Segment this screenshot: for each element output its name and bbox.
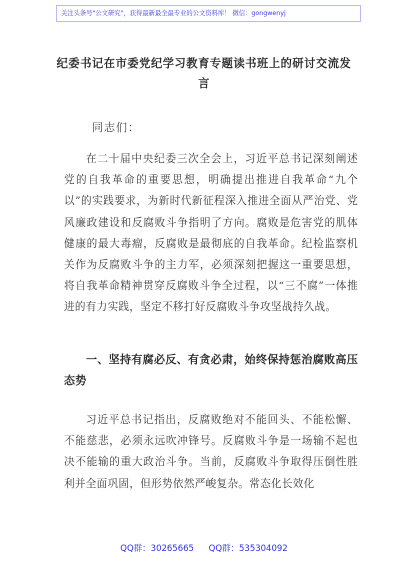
salutation: 同志们： (92, 121, 140, 134)
footer (0, 542, 408, 554)
document-title (46, 53, 362, 93)
document-title-line1: 纪委书记在市委党纪学习教育专题读书班上的研讨交流发 (56, 56, 352, 70)
footer-qq-group-2: QQ群：535304092 (208, 544, 288, 554)
section-heading: 一、坚持有腐必反、有贪必肃，始终保持惩治腐败高压态势 (64, 353, 358, 387)
footer-qq-group-1: QQ群：30265665 (120, 544, 194, 554)
paragraph-intro: 在二十届中央纪委三次全会上，习近平总书记深刻阐述党的自我革命的重要思想，明确提出推进自我革命“九个以”的实践要求，为新时代新征程深入推进全面从严治党、党风廉政建设和反腐败斗争指明了方向。腐败是危害党的肌体健康的最大毒瘤，反腐败是最彻底的自我革命。纪检监察机关作为反腐败斗争的主力军，必须深刻把握这一重要思想，将自我革命精神贯穿反腐败斗争全过程，以“三不腐”一体推进的有力实践，坚定不移打好反腐败斗争攻坚战持久战。 (64, 153, 358, 314)
document-title-line2: 言 (198, 76, 210, 90)
header-banner: 关注头条号"公文研究"，获得最新最全最专业的公文资料库！ 微信：gongwenyj (56, 5, 361, 22)
paragraph-body: 习近平总书记指出，反腐败绝对不能回头、不能松懈、不能慈悲，必须永远吹冲锋号。反腐败斗争是一场输不起也决不能输的重大政治斗争。当前，反腐败斗争取得压倒性胜利并全面巩固，但形势依然严峻复杂。常态化长效化 (64, 414, 358, 490)
